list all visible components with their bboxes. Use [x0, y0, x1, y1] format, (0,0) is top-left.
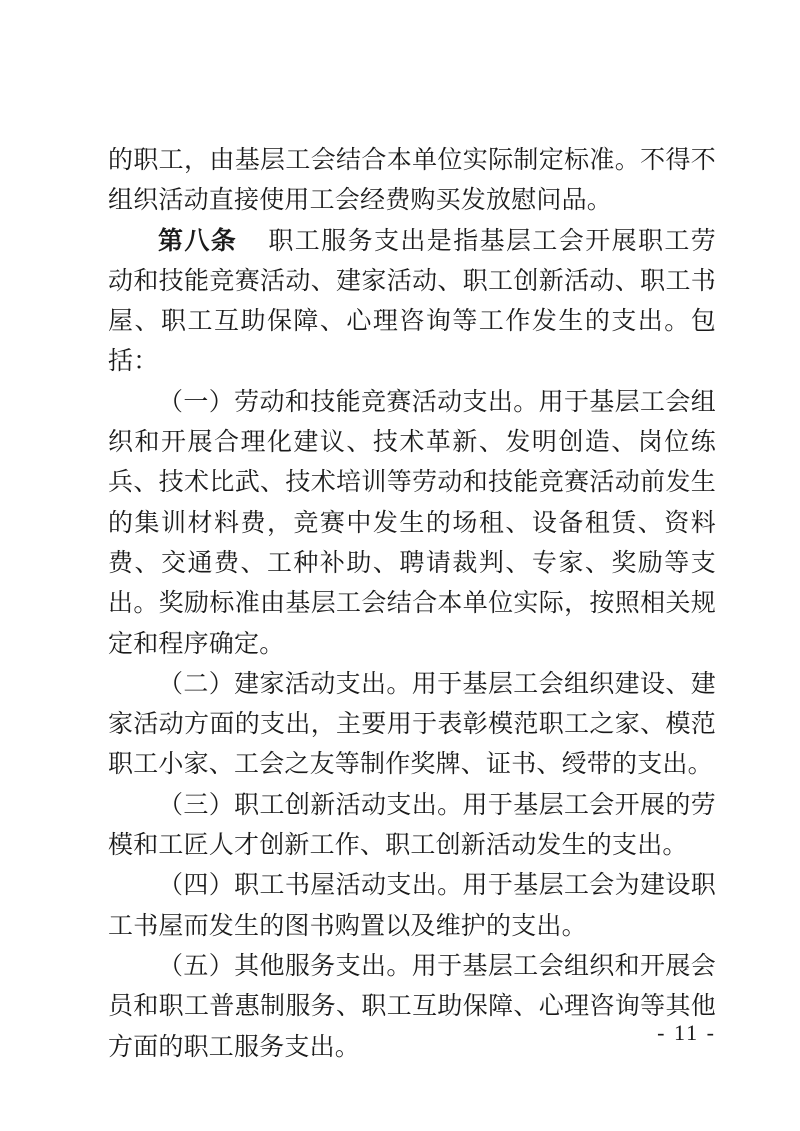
paragraph-text: 职工服务支出是指基层工会开展职工劳动和技能竞赛活动、建家活动、职工创新活动、职工书屋、职工互助保障、心理咨询等工作发生的支出。包括：	[108, 225, 716, 376]
paragraph-text: （二）建家活动支出。用于基层工会组织建设、建家活动方面的支出，主要用于表彰模范职工之家、模范职工小家、工会之友等制作奖牌、证书、绶带的支出。	[108, 668, 716, 779]
paragraph-article-8	[108, 221, 716, 382]
paragraph-item-3	[108, 785, 716, 866]
paragraph-item-2	[108, 664, 716, 785]
paragraph-item-5	[108, 946, 716, 1067]
paragraph-text: （四）职工书屋活动支出。用于基层工会为建设职工书屋而发生的图书购置以及维护的支出。	[108, 870, 716, 940]
page-number: - 11 -	[657, 1020, 716, 1045]
paragraph-item-1	[108, 382, 716, 664]
paragraph-text: （三）职工创新活动支出。用于基层工会开展的劳模和工匠人才创新工作、职工创新活动发生的支出。	[108, 789, 716, 860]
paragraph-item-4	[108, 865, 716, 946]
document-body	[108, 140, 716, 1067]
paragraph-continuation	[108, 140, 716, 221]
paragraph-text: （一）劳动和技能竞赛活动支出。用于基层工会组织和开展合理化建议、技术革新、发明创造、岗位练兵、技术比武、技术培训等劳动和技能竞赛活动前发生的集训材料费，竞赛中发生的场租、设备租赁、资料费、交通费、工种补助、聘请裁判、专家、奖励等支出。奖励标准由基层工会结合本单位实际，按照相关规定和程序确定。	[108, 386, 716, 658]
paragraph-text: 的职工，由基层工会结合本单位实际制定标准。不得不组织活动直接使用工会经费购买发放慰问品。	[108, 145, 716, 215]
article-heading: 第八条	[158, 225, 238, 255]
paragraph-text: （五）其他服务支出。用于基层工会组织和开展会员和职工普惠制服务、职工互助保障、心理咨询等其他方面的职工服务支出。	[108, 950, 716, 1061]
